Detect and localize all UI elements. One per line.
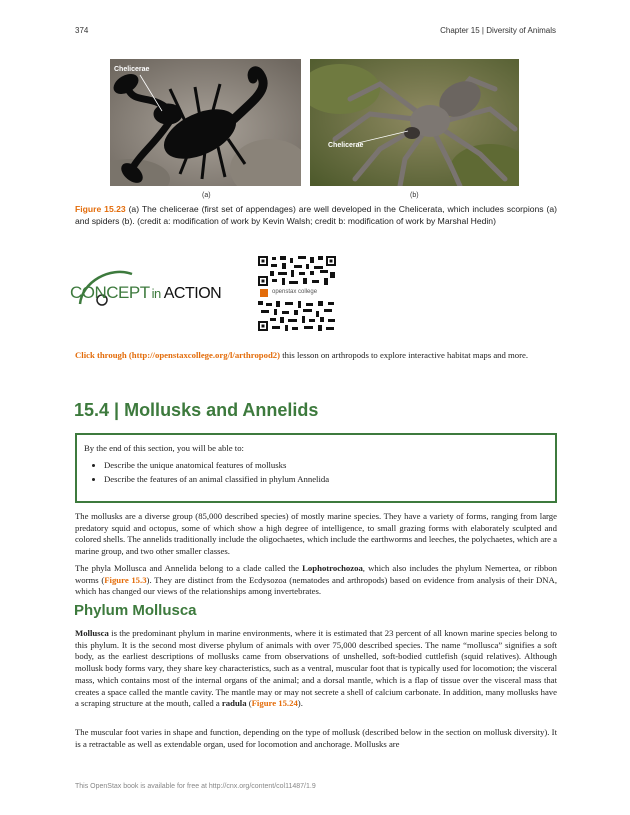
para3-text-a: is the predominant phylum in marine environments, where it is estimated that 23 percent of all known marine species belong to this phylum. It is the second most diverse phylum of animals with over 75,000 described species. The name “mollusca” signifies a soft body, as the earliest descriptions of mollusks came from observations of unshelled, soft-bodied cuttlefish (squid relatives). Although mollusk body forms vary, they share key characteristics, such as a ventral, muscular foot that is typically used for locomotion; the visceral mass, which contains most of the internal organs of the animal; and a dorsal mantle, which is a flap of tissue over the visceral mass that creates a space called the mantle cavity. The mantle may or may not secrete a shell of calcium carbonate. In addition, many mollusks have a scraping structure at the mouth, called a [75,628,557,709]
qr-code-block[interactable] [258,256,336,332]
objective-item: • Describe the unique anatomical features of mollusks [104,460,329,471]
para2-text-a: The phyla Mollusca and Annelida belong to a clade called the [75,563,303,573]
concept-in-action-logo [70,264,240,314]
mollusks-intro-paragraph: The mollusks are a diverse group (85,000 described species) of mostly marine species. They have a variety of forms, ranging from large predatory squid and octopus, some of which show a high degree of intelligence, to small grazing forms with elaborately sculpted and colored shells. The annelids traditionally include the oligochaetes, which include the earthworms and leeches, the polychaetes, which are a marine group, and two other smaller classes. [75,511,557,557]
mollusca-paragraph [75,628,557,710]
concept-rest-text: this lesson on arthropods to explore interactive habitat maps and more. [280,350,529,360]
radula-term: radula [221,698,247,709]
chapter-title: Chapter 15 | Diversity of Animals [440,26,556,35]
openstax-logo-icon [260,289,268,297]
photo-a-label: Chelicerae [114,66,150,73]
para2-text-b: , which also includes the phylum Nemertea, or ribbon worms ( [75,563,557,585]
learning-objectives-box [75,433,557,503]
figure-15-3-link[interactable]: Figure 15.3 [104,574,147,585]
phyla-paragraph [75,563,557,598]
objective-item: • Describe the features of an animal classified in phylum Annelida [104,474,329,485]
para3-text-b: ( [246,698,252,709]
concept-paragraph [75,350,557,362]
para2-text-c: ). They are distinct from the Ecdysozoa (nematodes and arthropods) based on evidence from analysis of their DNA, which has changed our views of the relationships among invertebrates. [75,574,557,597]
caption-text: (a) The chelicerae (first set of appendages) are well developed in the Chelicerata, which includes scorpions (a) and spiders (b). (credit a: modification of work by Kevin Walsh; credit b: modification of work by Marshal Hedin) [75,204,557,226]
openstax-badge [258,287,336,299]
logo-concept-text: CONCEPT [70,283,150,302]
subsection-title: Phylum Mollusca [74,602,197,619]
spider-photo [310,59,519,186]
scorpion-photo [110,59,301,186]
subfigure-b-label: (b) [410,192,419,199]
logo-in-text: in [151,286,161,301]
muscular-foot-paragraph: The muscular foot varies in shape and function, depending on the type of mollusk (described below in the section on mollusk diversity). It is a retractable as well as extendable organ, used for locomotion and anchorage. Mollusks are [75,727,557,749]
arthropod-link[interactable]: Click through (http://openstaxcollege.org/l/arthropod2) [75,350,281,360]
figure-15-24-link[interactable]: Figure 15.24 [251,698,298,709]
qr-code-icon [258,256,336,286]
objectives-intro: By the end of this section, you will be able to: [84,443,244,453]
section-title: 15.4 | Mollusks and Annelids [74,400,319,420]
openstax-badge-text: openstax college [272,289,318,295]
logo-action-text: ACTION [163,285,222,302]
page-number: 374 [75,26,89,35]
photo-b-label: Chelicerae [328,142,364,149]
mollusca-term: Mollusca [75,628,109,638]
figure-number: Figure 15.23 [75,204,126,214]
para3-text-c: ). [297,698,303,709]
page-footer: This OpenStax book is available for free at http://cnx.org/content/col11487/1.9 [75,783,316,790]
figure-caption [75,203,557,227]
subfigure-a-label: (a) [202,192,211,199]
qr-code-icon [258,301,336,331]
lophotrochozoa-term: Lophotrochozoa [302,563,363,573]
